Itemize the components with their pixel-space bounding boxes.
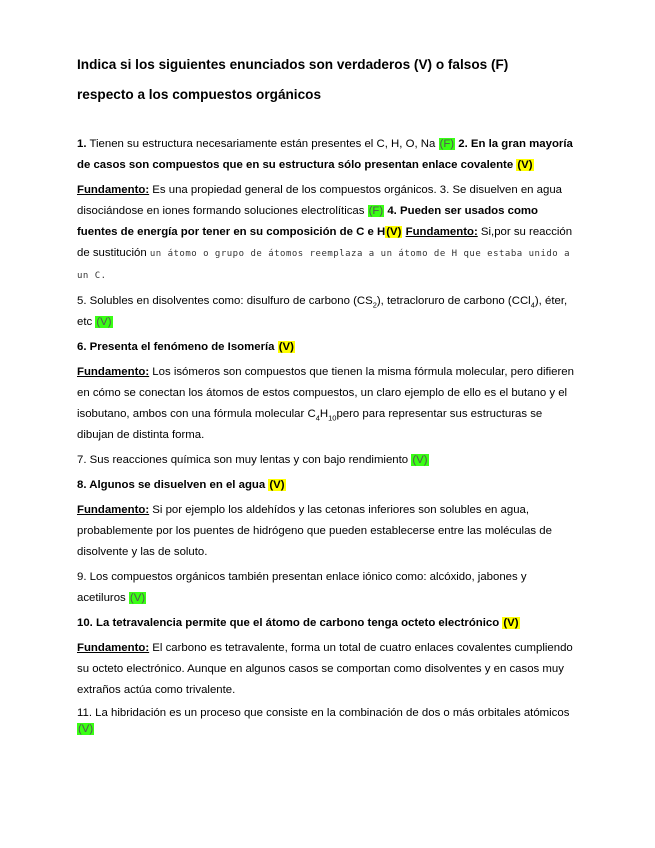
statement-text-bold: 8. Algunos se disuelven en el agua <box>77 479 269 491</box>
statement-text: 9. Los compuestos orgánicos también presentan enlace iónico como: alcóxido, jabones y acetiluros <box>77 571 527 604</box>
subscript: 2 <box>372 300 377 310</box>
fundamento-text: Si,por su reacción de sustitución <box>77 226 573 259</box>
answer-mark-true: (V) <box>278 341 294 353</box>
title-line-2: respecto a los compuestos orgánicos <box>77 87 322 102</box>
statement-text: ), éter, etc <box>77 295 568 328</box>
fundamento-text: Es una propiedad general de los compuestos orgánicos. 3. Se disuelven en agua disociándose en iones formando soluciones electrolíticas <box>77 184 563 217</box>
fundamento-small-text: un átomo o grupo de átomos reemplaza a un átomo de H que estaba unido a un C. <box>77 249 571 281</box>
page-title <box>77 50 597 110</box>
statement-text: 7. Sus reacciones química son muy lentas y con bajo rendimiento <box>77 454 412 466</box>
fundamento-block-8 <box>77 500 575 563</box>
statement-text-bold: 10. La tetravalencia permite que el átomo de carbono tenga octeto electrónico <box>77 617 503 629</box>
statement-text: 11. La hibridación es un proceso que consiste en la combinación de dos o más orbitales atómicos <box>77 707 570 719</box>
statement-text-bold: 2. En la gran mayoría de casos son compuestos que en su estructura sólo presentan enlace covalente <box>77 138 573 171</box>
statement-text-bold: 4. Pueden ser usados como fuentes de energía por tener en su composición de C e H <box>77 205 539 238</box>
answer-mark-true: (V) <box>129 592 146 604</box>
answer-mark-true: (V) <box>412 454 428 466</box>
fundamento-label: Fundamento: <box>77 366 150 378</box>
formula-text: H <box>319 408 329 420</box>
statement-5 <box>77 291 575 333</box>
fundamento-text: pero para representar sus estructuras se dibujan de distinta forma. <box>77 408 543 441</box>
fundamento-block-6 <box>77 362 575 446</box>
answer-mark-true: (V) <box>78 723 94 735</box>
answer-mark-false: (F) <box>439 138 455 150</box>
statement-number: 1. <box>77 138 87 150</box>
statement-text: Tienen su estructura necesariamente están presentes el C, H, O, Na <box>86 138 439 150</box>
fundamento-label: Fundamento: <box>405 226 478 238</box>
statements-list <box>77 134 575 741</box>
subscript: 4 <box>315 413 320 423</box>
fundamento-block-10 <box>77 638 575 701</box>
fundamento-label: Fundamento: <box>77 184 150 196</box>
statement-text-bold: 6. Presenta el fenómeno de Isomería <box>77 341 278 353</box>
statement-text: 5. Solubles en disolventes como: disulfuro de carbono (CS <box>77 295 373 307</box>
statement-6 <box>77 337 575 358</box>
answer-mark-true: (V) <box>503 617 519 629</box>
answer-mark-true: (V) <box>517 159 533 171</box>
answer-mark-true: (V) <box>96 316 112 328</box>
subscript: 4 <box>530 300 535 310</box>
statement-1-2 <box>77 134 575 176</box>
title-line-1: Indica si los siguientes enunciados son verdaderos (V) o falsos (F) <box>77 57 509 72</box>
fundamento-text: Si por ejemplo los aldehídos y las cetonas inferiores son solubles en agua, probablemente por los puentes de hidrógeno que pueden establecerse entre las moléculas de disolvente y las de soluto. <box>77 504 552 558</box>
fundamento-text: El carbono es tetravalente, forma un total de cuatro enlaces covalentes cumpliendo su octeto electrónico. Aunque en algunos casos se comportan como disolventes y en casos muy extraños actúa como trivalente. <box>77 642 573 696</box>
subscript: 10 <box>328 413 337 423</box>
statement-10 <box>77 613 575 634</box>
answer-mark-false: (F) <box>368 205 384 217</box>
statement-11 <box>77 705 575 737</box>
fundamento-text: Los isómeros son compuestos que tienen la misma fórmula molecular, pero difieren en cómo se conectan los átomos de estos compuestos, un claro ejemplo de ello es el butano y el isobutano, ambos con una fórmula molecular C <box>77 366 574 420</box>
fundamento-label: Fundamento: <box>77 504 150 516</box>
fundamento-label: Fundamento: <box>77 642 150 654</box>
statement-7 <box>77 450 575 471</box>
statement-8 <box>77 475 575 496</box>
answer-mark-true: (V) <box>386 226 402 238</box>
answer-mark-true: (V) <box>269 479 285 491</box>
statement-text: ), tetracloruro de carbono (CCl <box>376 295 531 307</box>
fundamento-block-1 <box>77 180 575 287</box>
statement-9 <box>77 567 575 609</box>
